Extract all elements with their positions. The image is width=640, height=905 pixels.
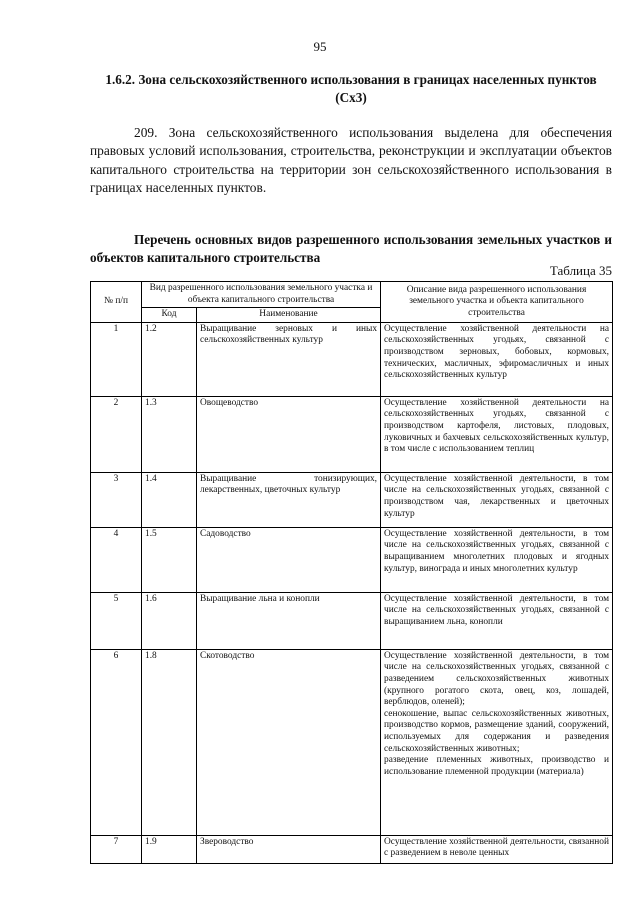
table-body <box>91 322 613 863</box>
table-row <box>91 527 613 592</box>
table-row <box>91 322 613 396</box>
description-paragraph: сенокошение, выпас сельскохозяйственных животных, производство кормов, размещение зданий, сооружений, используемых для содержания и разведения сельскохозяйственных животных; <box>384 708 610 754</box>
cell-code: 1.4 <box>142 472 197 527</box>
cell-name: Звероводство <box>197 835 381 863</box>
cell-num: 7 <box>91 835 142 863</box>
header-name: Наименование <box>197 308 381 323</box>
cell-name: Садоводство <box>197 527 381 592</box>
body-paragraph: 209. Зона сельскохозяйственного использования выделена для обеспечения правовых условий использования, строительства, реконструкции и эксплуатации объектов капитального строительства на территории зон сельскохозяйственного использования в границах населенных пунктов. <box>90 125 612 195</box>
cell-description <box>381 527 613 592</box>
list-title: Перечень основных видов разрешенного использования земельных участков и объектов капитального строительства <box>90 232 612 265</box>
table-row <box>91 396 613 472</box>
table-row <box>91 835 613 863</box>
table-caption: Таблица 35 <box>549 263 612 278</box>
description-paragraph: Осуществление хозяйственной деятельности, в том числе на сельскохозяйственных угодьях, связанной с выращиванием многолетних плодовых и ягодных культур, винограда и иных многолетних культур <box>384 528 610 574</box>
section-heading: 1.6.2. Зона сельскохозяйственного использования в границах населенных пунктов (Сх3) <box>105 72 597 105</box>
description-paragraph: Осуществление хозяйственной деятельности, в том числе на сельскохозяйственных угодьях, связанной с выращиванием льна, конопли <box>384 593 610 627</box>
cell-description <box>381 322 613 396</box>
cell-name: Овощеводство <box>197 396 381 472</box>
header-description: Описание вида разрешенного использования земельного участка и объекта капитального строительства <box>381 282 613 323</box>
header-kind: Вид разрешенного использования земельного участка и объекта капитального строительства <box>142 282 381 308</box>
cell-description <box>381 592 613 649</box>
description-paragraph: Осуществление хозяйственной деятельности, связанной с разведением в неволе ценных <box>384 836 610 859</box>
cell-description <box>381 472 613 527</box>
cell-name: Выращивание льна и конопли <box>197 592 381 649</box>
description-paragraph: Осуществление хозяйственной деятельности на сельскохозяйственных угодьях, связанной с производством картофеля, листовых, плодовых, луковичных и бахчевых сельскохозяйственных культур, в том числе с использованием теплиц <box>384 397 610 455</box>
table-row <box>91 472 613 527</box>
cell-description <box>381 649 613 835</box>
cell-description <box>381 835 613 863</box>
cell-name: Выращивание зерновых и иных сельскохозяйственных культур <box>197 322 381 396</box>
cell-num: 4 <box>91 527 142 592</box>
cell-num: 3 <box>91 472 142 527</box>
cell-code: 1.3 <box>142 396 197 472</box>
header-code: Код <box>142 308 197 323</box>
page-number: 95 <box>313 39 327 54</box>
cell-code: 1.5 <box>142 527 197 592</box>
cell-code: 1.6 <box>142 592 197 649</box>
cell-description <box>381 396 613 472</box>
cell-num: 6 <box>91 649 142 835</box>
header-num: № п/п <box>91 282 142 323</box>
cell-num: 1 <box>91 322 142 396</box>
description-paragraph: разведение племенных животных, производство и использование племенной продукции (материала) <box>384 755 610 777</box>
table-header <box>91 282 613 323</box>
cell-code: 1.2 <box>142 322 197 396</box>
cell-num: 2 <box>91 396 142 472</box>
description-paragraph: Осуществление хозяйственной деятельности на сельскохозяйственных угодьях, связанной с производством зерновых, бобовых, кормовых, технических, масличных, эфиромасличных и иных сельскохозяйственных культур <box>384 323 610 381</box>
cell-name: Выращивание тонизирующих, лекарственных, цветочных культур <box>197 472 381 527</box>
description-paragraph: Осуществление хозяйственной деятельности, в том числе на сельскохозяйственных угодьях, связанной с производством чая, лекарственных и цветочных культур <box>384 473 610 519</box>
cell-code: 1.9 <box>142 835 197 863</box>
cell-num: 5 <box>91 592 142 649</box>
cell-name: Скотоводство <box>197 649 381 835</box>
table-row <box>91 592 613 649</box>
table-row <box>91 649 613 835</box>
cell-code: 1.8 <box>142 649 197 835</box>
description-paragraph: Осуществление хозяйственной деятельности, в том числе на сельскохозяйственных угодьях, связанной с разведением сельскохозяйственных животных (крупного рогатого скота, овец, коз, лошадей, верблюдов, оленей); <box>384 650 610 708</box>
land-use-table <box>90 281 613 864</box>
